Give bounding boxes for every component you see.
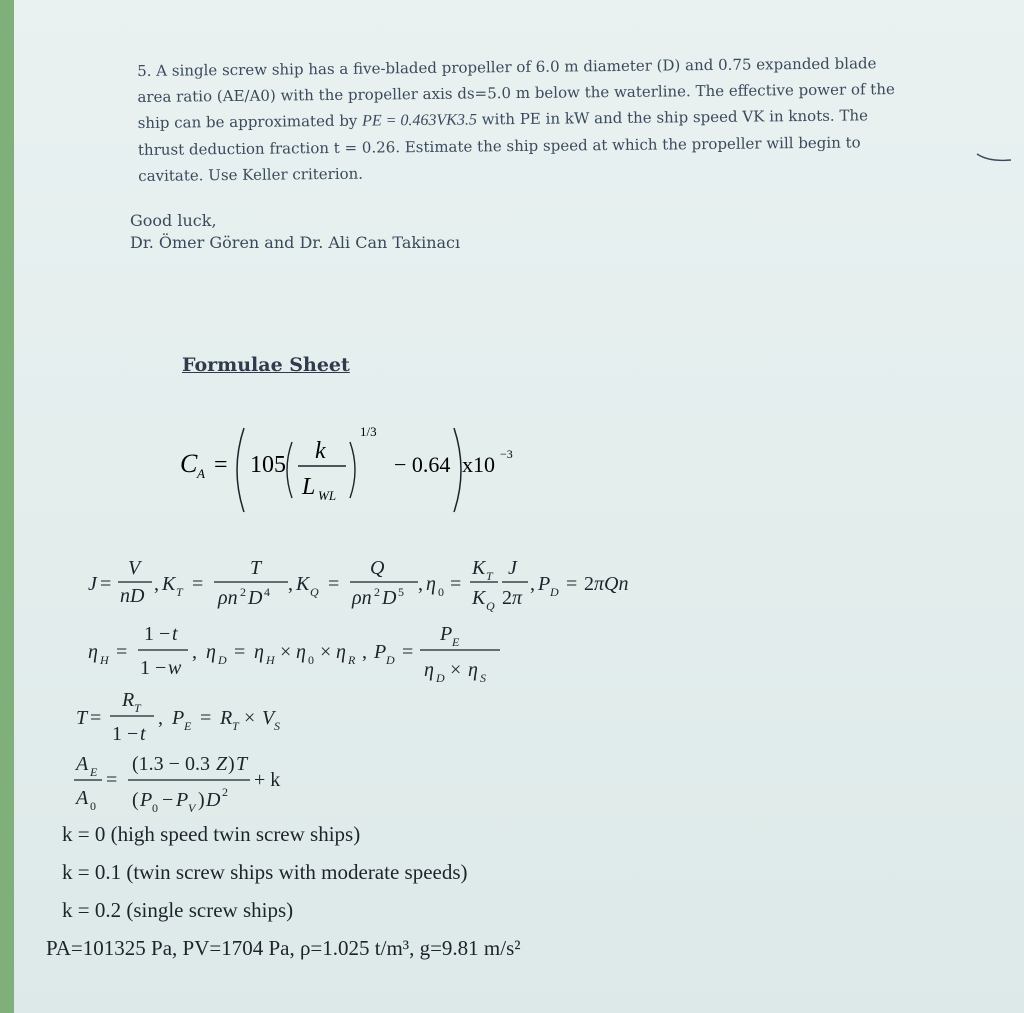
svg-text:K: K [296,573,310,595]
svg-text:R: R [220,707,233,729]
svg-text:T: T [176,585,183,599]
svg-text:=: = [234,641,246,663]
ca-den: L [302,474,316,500]
svg-text:Q: Q [370,557,385,579]
svg-text:,: , [418,573,423,595]
svg-text:E: E [452,635,460,649]
svg-text:,: , [530,573,535,595]
svg-text:,: , [192,641,197,663]
problem-line-3b: with PE in kW and the ship speed VK in knots. The [481,106,869,129]
svg-text:2: 2 [222,785,228,799]
signature-line-2: Dr. Ömer Gören and Dr. Ali Can Takinacı [130,233,461,252]
svg-text:D: D [386,653,395,667]
svg-text:P: P [172,707,185,729]
svg-text:D: D [550,585,559,599]
svg-text:ρn: ρn [352,587,372,609]
svg-text:): ) [198,789,205,811]
svg-text:P: P [140,789,153,811]
svg-text:πQn: πQn [594,573,629,595]
svg-text:D: D [382,587,397,609]
svg-text:0: 0 [308,653,314,667]
svg-text:S: S [480,671,486,685]
k-line-1: k = 0 (high speed twin screw ships) [62,822,361,846]
svg-text:5: 5 [398,585,404,599]
problem-statement [137,49,968,189]
svg-text:+ k: + k [254,769,281,791]
svg-text:=: = [116,641,128,663]
svg-text:=: = [106,769,118,791]
svg-text:nD: nD [120,585,145,607]
k-line-3: k = 0.2 (single screw ships) [62,898,294,922]
ca-tail: x10 [462,452,495,477]
formulae-sheet-title: Formulae Sheet [182,354,350,376]
svg-text:,: , [288,573,293,595]
svg-text:P: P [374,641,387,663]
svg-text:η: η [468,659,478,681]
svg-text:w: w [168,657,182,679]
svg-text:H: H [266,653,275,667]
efficiency-formula [88,618,548,688]
svg-text:T: T [236,753,248,775]
svg-text:D: D [436,671,445,685]
svg-text:×: × [244,707,256,729]
effective-power-formula: PE = 0.463VK3.5 [362,111,478,130]
ca-minus: − 0.64 [394,452,451,477]
svg-text:,: , [158,707,163,729]
k-line-2: k = 0.1 (twin screw ships with moderate speeds) [62,860,468,884]
svg-text:η: η [296,641,306,663]
svg-text:Q: Q [486,599,495,613]
svg-text:=: = [200,707,212,729]
svg-text:η: η [254,641,264,663]
svg-text:2: 2 [374,585,380,599]
svg-text:Q: Q [310,585,319,599]
svg-text:=: = [214,452,228,478]
svg-text:1 −: 1 − [144,623,171,645]
svg-text:T: T [232,719,239,733]
svg-text:=: = [450,573,462,595]
ca-coef: 105 [250,452,286,478]
svg-text:T: T [486,569,493,583]
svg-text:=: = [192,573,204,595]
svg-text:(: ( [132,789,139,811]
margin-pen-mark [975,150,1015,164]
svg-text:P: P [440,623,453,645]
svg-text:D: D [248,587,263,609]
svg-text:E: E [90,765,98,779]
problem-line-1: 5. A single screw ship has a five-bladed propeller of 6.0 m diameter (D) and 0.75 expanded blade [137,54,877,80]
svg-text:0: 0 [152,801,158,814]
signature-line-1: Good luck, [130,211,217,230]
svg-text:4: 4 [264,585,270,599]
svg-text:η: η [206,641,216,663]
svg-text:,: , [154,573,159,595]
svg-text:π: π [512,587,523,609]
svg-text:A: A [76,753,89,775]
ca-formula [180,420,540,520]
svg-text:−: − [162,789,174,811]
svg-text:K: K [472,557,486,579]
svg-text:η: η [336,641,346,663]
svg-text:2: 2 [584,573,594,595]
ca-tail-exp: −3 [500,447,513,461]
problem-line-3a: ship can be approximated by [137,111,358,132]
svg-text:H: H [100,653,109,667]
svg-text:1 −: 1 − [112,723,139,745]
ca-lhs-sub: A [197,466,205,481]
svg-text:A: A [76,787,89,809]
svg-text:=: = [402,641,414,663]
svg-text:0: 0 [438,585,444,599]
svg-text:T: T [76,707,88,729]
svg-text:2: 2 [502,587,512,609]
svg-text:1 −: 1 − [140,657,167,679]
svg-text:K: K [472,587,486,609]
ca-lhs: C [180,449,198,478]
svg-text:η: η [426,573,436,595]
svg-text:J: J [508,557,517,579]
svg-text:V: V [262,707,275,729]
svg-text:V: V [128,557,141,579]
ca-exp: 1/3 [360,424,377,439]
keller-formula [70,748,310,814]
ca-den-sub: WL [318,488,337,503]
coefficients-formula [88,556,648,616]
svg-text:K: K [162,573,176,595]
svg-text:2: 2 [240,585,246,599]
problem-line-5: cavitate. Use Keller criterion. [138,164,364,185]
svg-text:P: P [538,573,551,595]
svg-text:): ) [228,753,235,775]
svg-text:Z: Z [216,753,228,775]
svg-text:=: = [90,707,102,729]
svg-text:E: E [184,719,192,733]
svg-text:(1.3 − 0.3: (1.3 − 0.3 [132,753,210,775]
svg-text:=: = [566,573,578,595]
svg-text:T: T [134,701,141,715]
svg-text:η: η [424,659,434,681]
problem-line-2: area ratio (AE/A0) with the propeller axis ds=5.0 m below the waterline. The effective power of the [137,80,895,106]
svg-text:ρn: ρn [218,587,238,609]
ca-num: k [315,438,326,464]
svg-text:V: V [188,801,196,814]
svg-text:P: P [176,789,189,811]
svg-text:t: t [140,723,146,745]
svg-text:S: S [274,719,280,733]
signature-block [130,210,460,254]
svg-text:η: η [88,641,98,663]
svg-text:R: R [122,689,135,711]
svg-text:t: t [172,623,178,645]
svg-text:,: , [362,641,367,663]
svg-text:×: × [450,659,462,681]
thrust-formula [76,688,336,750]
constants-line: PA=101325 Pa, PV=1704 Pa, ρ=1.025 t/m³, g=9.81 m/s² [46,936,521,960]
svg-text:T: T [250,557,262,579]
svg-text:D: D [206,789,221,811]
problem-line-4: thrust deduction fraction t = 0.26. Estimate the ship speed at which the propeller will begin to [137,133,861,159]
svg-text:=: = [100,573,112,595]
svg-text:×: × [280,641,292,663]
svg-text:R: R [348,653,356,667]
svg-text:0: 0 [90,799,96,813]
svg-text:×: × [320,641,332,663]
svg-text:=: = [328,573,340,595]
svg-text:J: J [88,573,97,595]
svg-text:D: D [218,653,227,667]
